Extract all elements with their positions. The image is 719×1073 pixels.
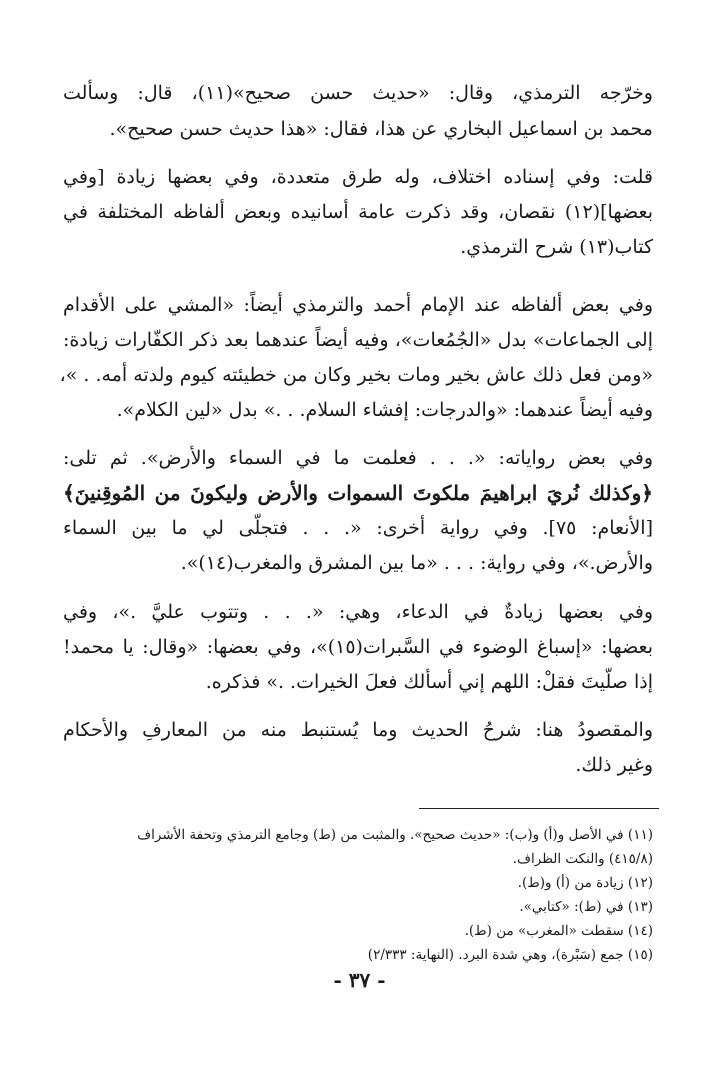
body-line: «ومن فعل ذلك عاش بخير ومات بخير وكان من خطيئته كيوم ولدته أمه. . »، xyxy=(59,364,653,386)
body-line: وفيه أيضاً عندهما: «والدرجات: إفشاء السلام. . .» بدل «لين الكلام». xyxy=(116,399,653,421)
body-line: بعضها](١٢) نقصان، وقد ذكرت عامة أسانيده وبعض ألفاظه المختلفة في xyxy=(63,201,653,223)
body-line: وفي بعض رواياته: «. . . فعلمت ما في السماء والأرض». ثم تلى: xyxy=(63,447,653,469)
body-line: [الأنعام: ٧٥]. وفي رواية أخرى: «. . . فتجلّى لي ما بين السماء xyxy=(63,517,653,539)
footnote-separator xyxy=(419,808,659,809)
body-line: وفي بعض ألفاظه عند الإمام أحمد والترمذي أيضاً: «المشي على الأقدام xyxy=(63,294,653,316)
body-line: كتاب(١٣) شرح الترمذي. xyxy=(460,236,653,258)
body-line: وخرّجه الترمذي، وقال: «حديث حسن صحيح»(١١)، قال: وسألت xyxy=(63,82,653,104)
footnote: (١٣) في (ط): «كتابي». xyxy=(519,899,653,915)
body-line: وغير ذلك. xyxy=(575,754,653,776)
page-number: - ٣٧ - xyxy=(333,968,386,992)
body-line: والمقصودُ هنا: شرحُ الحديث وما يُستنبط منه من المعارفِ والأحكام xyxy=(63,719,653,741)
body-line: إذا صلّيتَ فقلْ: اللهم إني أسألك فعلَ الخيرات. .» فذكره. xyxy=(205,671,653,693)
footnote: (١٢) زيادة من (أ) و(ط). xyxy=(517,875,653,891)
body-line: والأرض.»، وفي رواية: . . . «ما بين المشرق والمغرب(١٤)». xyxy=(180,552,653,574)
footnote: (٤١٥/٨) والنكت الظراف. xyxy=(512,851,653,867)
footnote: (١١) في الأصل و(أ) و(ب): «حديث صحيح». والمثبت من (ط) وجامع الترمذي وتحفة الأشراف xyxy=(137,827,653,843)
footnote: (١٥) جمع (سَبْرة)، وهي شدة البرد. (النهاية: ٢/٣٣٣) xyxy=(367,947,653,963)
body-line: بعضها: «إسباغ الوضوء في السَّبرات(١٥)»، وفي بعضها: «وقال: يا محمد! xyxy=(63,636,653,658)
quran-verse: ﴿وكذلك نُريَ ابراهيمَ ملكوتَ السموات والأرض وليكونَ من المُوقِنينَ﴾ xyxy=(63,481,653,505)
body-line: وفي بعضها زيادةٌ في الدعاء، وهي: «. . . وتتوب عليَّ .»، وفي xyxy=(63,601,653,623)
body-line: إلى الجماعات» بدل «الجُمُعات»، وفيه أيضاً عندهما بعد ذكر الكفّارات زيادة: xyxy=(63,329,653,351)
body-line: قلت: وفي إسناده اختلاف، وله طرق متعددة، وفي بعضها زيادة [وفي xyxy=(63,166,653,188)
body-line: محمد بن اسماعيل البخاري عن هذا، فقال: «هذا حديث حسن صحيح». xyxy=(109,118,653,140)
footnote: (١٤) سقطت «المغرب» من (ط). xyxy=(464,923,653,939)
